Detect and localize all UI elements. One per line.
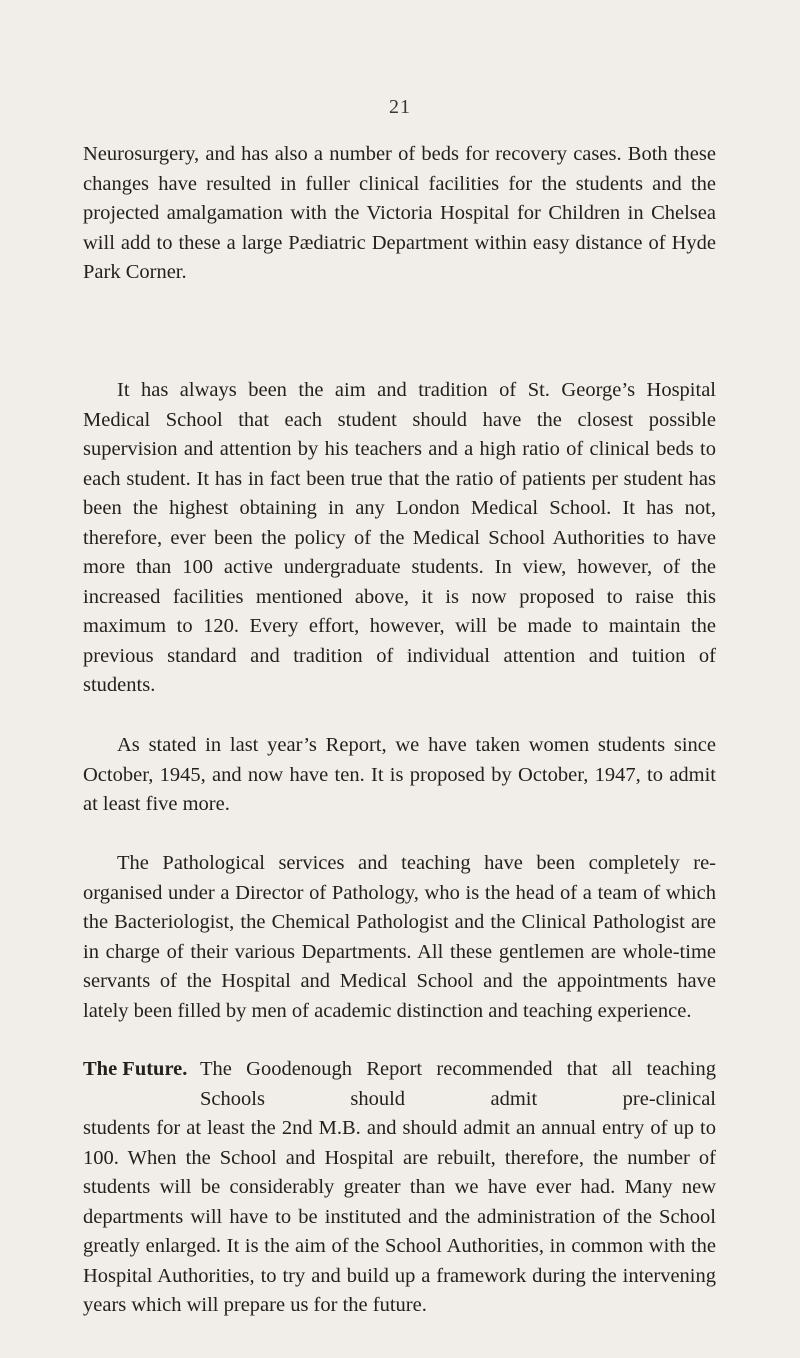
- paragraph-1: [83, 140, 716, 288]
- paragraph-3-text: As stated in last year’s Report, we have taken women students since October, 1945, and now have ten. It is proposed by October, 1947, to admit at least five more.: [83, 734, 716, 815]
- paragraph-5-the-future: [83, 1055, 716, 1321]
- paragraph-5-hanging-text: The Goodenough Report recommended that all teaching Schools should admit pre-clinical: [200, 1058, 716, 1110]
- paragraph-5-hanging-section: [83, 1055, 716, 1114]
- paragraph-4-text: The Pathological services and teaching have been completely re-organised under a Director of Pathology, who is the head of a team of which the Bacteriologist, the Chemical Pathologist and the Clinical Pathologist are in charge of their various Departments. All these gentlemen are whole-time servants of the Hospital and Medical School and the appointments have lately been filled by men of academic distinction and teaching experience.: [83, 852, 716, 1022]
- paragraph-3: [83, 731, 716, 820]
- paragraph-4: [83, 849, 716, 1026]
- paragraph-2-text: It has always been the aim and tradition of St. George’s Hospital Medical School that each student should have the closest possible supervision and attention by his teachers and a high ratio of clinical beds to each student. It has in fact been true that the ratio of patients per student has been the highest obtaining in any London Medical School. It has not, therefore, ever been the policy of the Medical School Authorities to have more than 100 active undergraduate students. In view, however, of the increased facilities mentioned above, it is now proposed to raise this maximum to 120. Every effort, however, will be made to maintain the previous standard and tradition of individual attention and tuition of students.: [83, 379, 716, 696]
- paragraph-1-text: Neurosurgery, and has also a number of beds for recovery cases. Both these changes have resulted in fuller clinical facilities for the students and the projected amalgamation with the Victoria Hospital for Children in Chelsea will add to these a large Pædiatric Department within easy distance of Hyde Park Corner.: [83, 143, 716, 283]
- paragraph-5-text: students for at least the 2nd M.B. and should admit an annual entry of up to 100. When the School and Hospital are rebuilt, therefore, the number of students will be considerably greater than we have ever had. Many new departments will have to be instituted and the administration of the School greatly enlarged. It is the aim of the School Authorities, in common with the Hospital Authorities, to try and build up a framework during the intervening years which will prepare us for the future.: [83, 1117, 716, 1316]
- section-heading-the-future: The Future.: [83, 1058, 188, 1080]
- page-number: 21: [389, 96, 411, 118]
- paragraph-2: [83, 376, 716, 701]
